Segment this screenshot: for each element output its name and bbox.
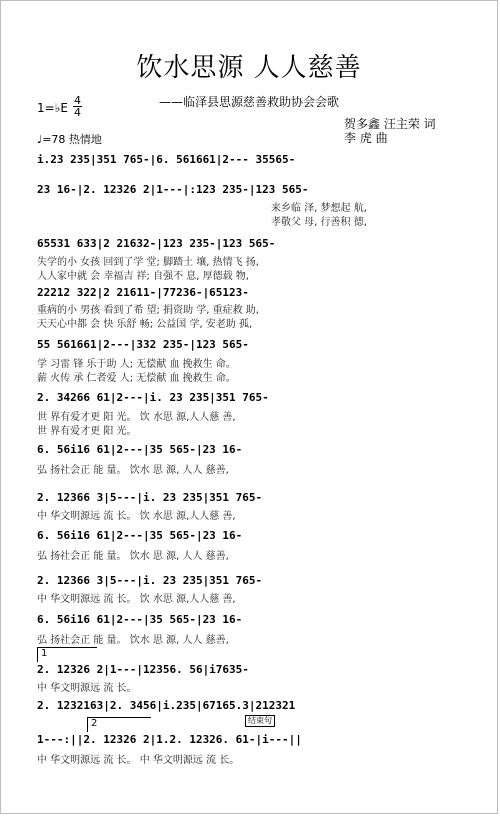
notation-line: 2. 1232163|2. 3456|i.235|67165.3|212321: [37, 699, 296, 712]
lyricist: 贺多鑫 汪主荣 词: [344, 117, 436, 131]
lyric-line: 世 界有爱才更 阳 光。 饮 水思 源,人人慈 善,: [37, 412, 236, 423]
notation-line: 65531 633|2 21632-|123 235-|123 565-: [37, 237, 276, 250]
lyric-line: 重病的小 男孩 看到了希 望; 捐资助 学, 重症救 助,: [37, 305, 259, 316]
lyric-line: 中 华文明源远 流 长。 中 华文明源远 流 长。: [37, 755, 240, 766]
lyric-line: 失学的小 女孩 回到了学 堂; 脚踏土 壤, 热情飞 扬,: [37, 257, 259, 268]
lyric-line: 弘 扬社会正 能 量。 饮水 思 源, 人人 慈善,: [37, 635, 229, 646]
first-ending-bracket: 1: [37, 647, 97, 662]
notation-line: 2. 12366 3|5---|i. 23 235|351 765-: [37, 491, 263, 504]
notation-line: 6. 56i16 61|2---|35 565-|23 16-: [37, 613, 243, 626]
meter-bottom: 4: [74, 106, 81, 119]
notation-line: 55 561661|2---|332 235-|123 565-: [37, 338, 249, 351]
lyric-line: 中 华文明源远 流 长。 饮 水思 源,人人慈 善,: [37, 511, 236, 522]
notation-line: 6. 56i16 61|2---|35 565-|23 16-: [37, 443, 243, 456]
meter-top: 4: [74, 94, 81, 107]
notation-line: 1---:||2. 12326 2|1.2. 12326. 61-|i---||: [37, 733, 302, 746]
lyric-line: 中 华文明源远 流 长。: [37, 683, 137, 694]
song-subtitle: ——临泽县思源慈善救助协会会歌: [158, 95, 339, 109]
lyric-line: 弘 扬社会正 能 量。 饮水 思 源, 人人 慈善,: [37, 465, 229, 476]
lyric-line: 天天心中都 会 快 乐舒 畅; 公益国 学, 安老助 孤,: [37, 319, 253, 330]
notation-line: 23 16-|2. 12326 2|1---|:123 235-|123 565-: [37, 183, 309, 196]
lyric-line: 薪 火传 承 仁者爱 人; 无偿献 血 挽救生 命。: [37, 373, 236, 384]
lyric-line: 弘 扬社会正 能 量。 饮水 思 源, 人人 慈善,: [37, 551, 229, 562]
notation-line: 6. 56i16 61|2---|35 565-|23 16-: [37, 529, 243, 542]
lyric-line: 来乡临 泽, 梦想起 航,: [271, 203, 367, 214]
notation-line: 2. 12366 3|5---|i. 23 235|351 765-: [37, 574, 263, 587]
tempo-marking: ♩=78 热情地: [37, 133, 102, 146]
song-title: 饮水思源 人人慈善: [136, 53, 362, 83]
notation-line: 22212 322|2 21611-|77236-|65123-: [37, 286, 249, 299]
notation-line: 2. 34266 61|2---|i. 23 235|351 765-: [37, 391, 269, 404]
notation-line: 2. 12326 2|1---|12356. 56|i7635-: [37, 663, 249, 676]
lyric-line: 人人家中就 会 幸福吉 祥; 自强不 息, 厚德载 物,: [37, 271, 249, 282]
lyric-line: 世 界有爱才更 阳 光。: [37, 426, 137, 437]
lyric-line: 学 习雷 锋 乐于助 人; 无偿献 血 挽救生 命。: [37, 359, 236, 370]
score-body: [1, 1, 500, 817]
lyric-line: 孝敬父 母, 行善积 德,: [271, 217, 367, 228]
composer: 李 虎 曲: [344, 131, 388, 145]
coda-tag: 结束句: [245, 715, 275, 727]
notation-line: i.23 235|351 765-|6. 561661|2--- 35565-: [37, 153, 296, 166]
lyric-line: 中 华文明源远 流 长。 饮 水思 源,人人慈 善,: [37, 594, 236, 605]
key-signature: 1=♭E: [37, 101, 68, 115]
second-ending-bracket: 2: [87, 717, 151, 732]
